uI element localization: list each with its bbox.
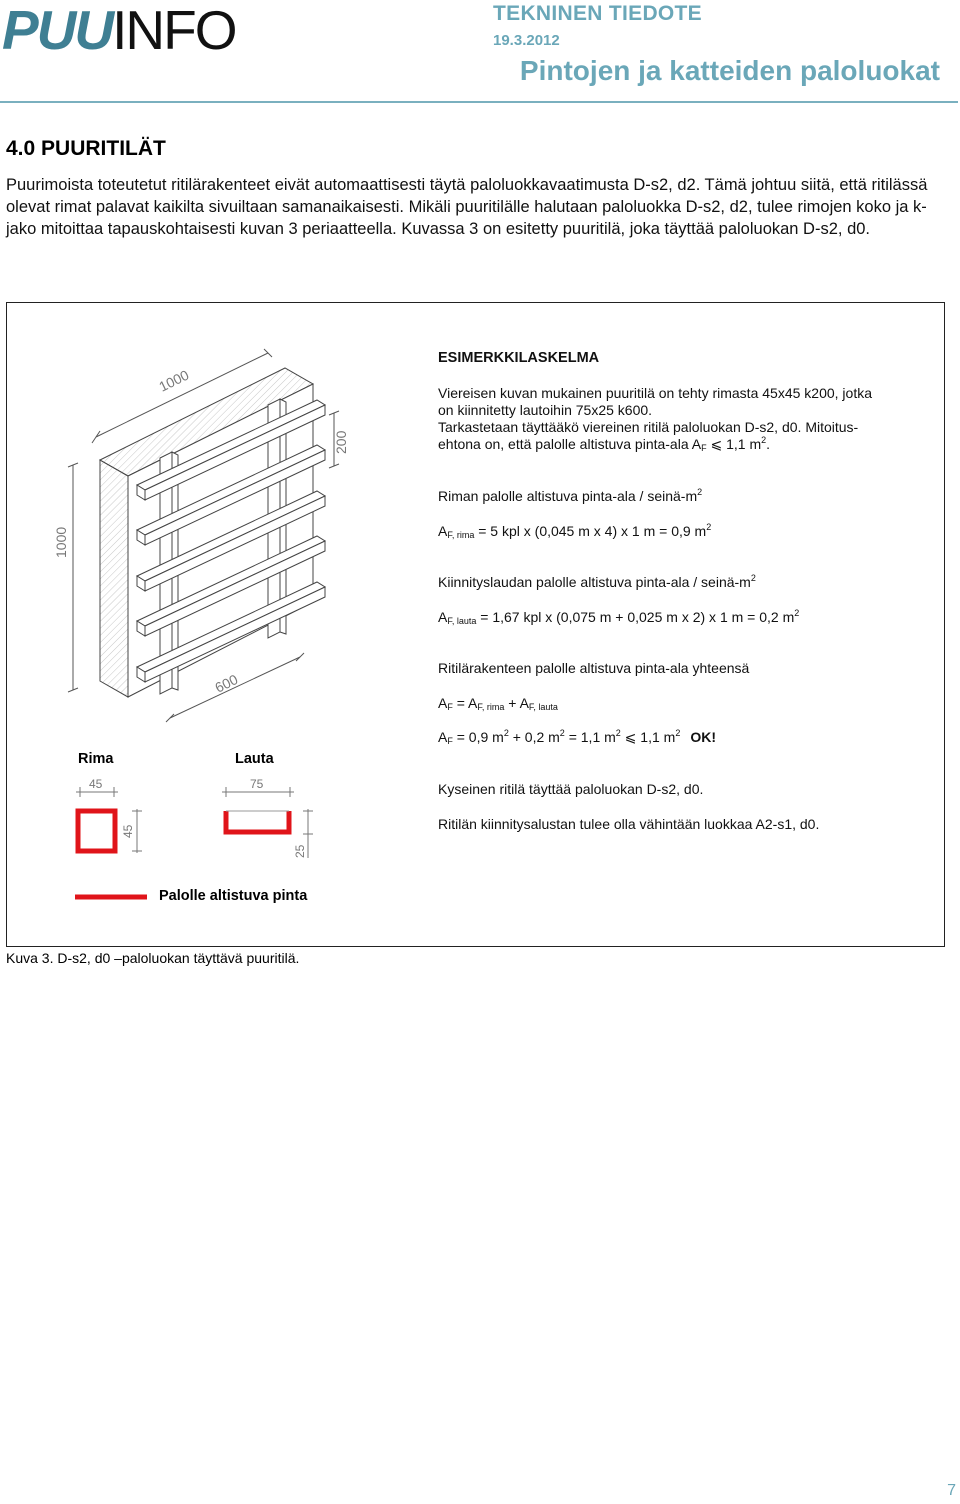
- total-heading: Ritilärakenteen palolle altistuva pinta-ala yhteensä: [438, 660, 750, 676]
- conclusion: Kyseinen ritilä täyttää paloluokan D-s2, d0.: [438, 781, 704, 797]
- requirement: Ritilän kiinnitysalustan tulee olla vähintään luokkaa A2-s1, d0.: [438, 816, 820, 832]
- total-formula: $A_F = A_{F, rima} + A_{F, lauta}$: [438, 695, 558, 712]
- rima-height-label: 45: [121, 824, 135, 838]
- dimension-label-bottom: 600: [212, 671, 241, 696]
- document-title: Pintojen ja katteiden paloluokat: [519, 55, 940, 86]
- puuinfo-logo: PUUINFO: [2, 0, 236, 61]
- intro-paragraph: Puurimoista toteutetut ritilärakenteet eivät automaattisesti täytä paloluokkavaatimusta D-s2, d2. Tämä johtuu siitä, että ritilässä olevat rimat palavat kaikilta sivuiltaan samanaikaisesti. Mikäli puuritilälle halutaan paloluokka D-s2, d2, tulee rimojen koko ja k-jako mitoittaa tapauskohtaisesti kuvan 3 periaatteella. Kuvassa 3 on esitetty puuritilä, joka täyttää paloluokan D-s2, d0.: [6, 176, 928, 238]
- lauta-heading: Kiinnityslaudan palolle altistuva pinta-ala / seinä-$m^2$: [438, 573, 756, 590]
- total-calculation: $A_F = 0,9$ $m^2 + 0,2$ $m^2 = 1,1$ $m^2$ ⩽ 1,1 $m^2$ OK!: [438, 728, 717, 746]
- dimension-label-right: 200: [333, 430, 349, 454]
- lauta-height-label: 25: [293, 844, 307, 858]
- rima-heading: Riman palolle altistuva pinta-ala / seinä-$m^2$: [438, 487, 703, 504]
- lauta-label: Lauta: [235, 751, 274, 767]
- figure-caption: Kuva 3. D-s2, d0 –paloluokan täyttävä puuritilä.: [6, 950, 300, 966]
- document-date: 19.3.2012: [493, 32, 560, 49]
- dimension-label-top: 1000: [156, 366, 192, 395]
- lauta-formula: $A_{F, lauta} = 1,67$ kpl x (0,075 m + 0,025 m x 2) x 1 m = 0,2 $m^2$: [438, 608, 800, 626]
- example-title: ESIMERKKILASKELMA: [438, 350, 600, 366]
- legend-label: Palolle altistuva pinta: [159, 888, 308, 904]
- ok-mark: OK!: [690, 729, 717, 745]
- lauta-width-label: 75: [250, 777, 264, 791]
- example-requirement-line: ehtona on, että palolle altistuva pinta-ala $A_F$ ⩽ 1,1 $m^2$.: [438, 435, 771, 453]
- example-text-line: Tarkastetaan täyttääkö viereinen ritilä paloluokan D-s2, d0. Mitoitus-: [438, 419, 859, 435]
- lauta-cross-section: [222, 777, 313, 858]
- rima-cross-section: [76, 777, 142, 853]
- rima-width-label: 45: [89, 777, 103, 791]
- section-title: 4.0 PUURITILÄT: [6, 137, 166, 160]
- example-text-line: Viereisen kuvan mukainen puuritilä on tehty rimasta 45x45 k200, jotka: [438, 385, 872, 401]
- dimension-label-left: 1000: [53, 526, 69, 558]
- example-text-line: on kiinnitetty lautoihin 75x25 k600.: [438, 402, 653, 418]
- page-number: 7: [947, 1482, 956, 1499]
- rima-label: Rima: [78, 751, 114, 767]
- rima-formula: $A_{F, rima} = 5$ kpl x (0,045 m x 4) x 1 m = 0,9 $m^2$: [438, 522, 712, 540]
- document-type: TEKNINEN TIEDOTE: [493, 2, 702, 25]
